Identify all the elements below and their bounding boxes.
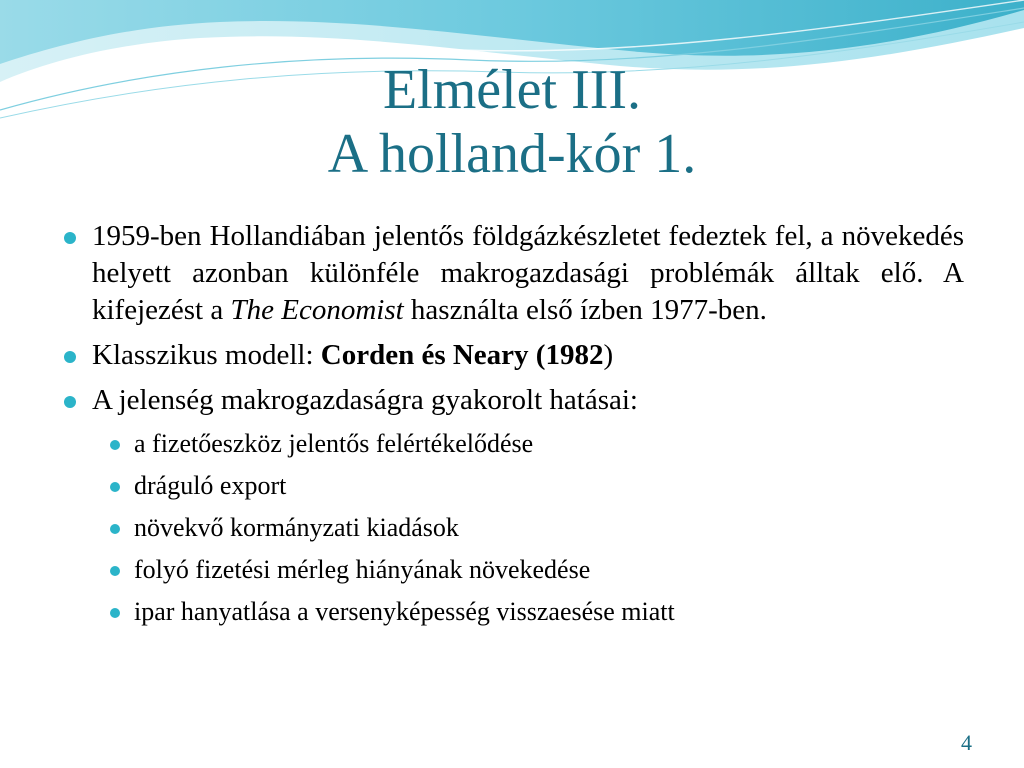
- sub-bullet-item: [60, 553, 964, 587]
- bullet-dot-icon: [64, 396, 76, 408]
- sub-bullet-list: [60, 427, 964, 629]
- sub-bullet-item: [60, 595, 964, 629]
- sub-bullet-dot-icon: [110, 440, 120, 450]
- bullet-text-end: használta első ízben 1977-ben.: [403, 294, 767, 326]
- bullet-item-discovery: [60, 218, 964, 329]
- sub-bullet-dot-icon: [110, 608, 120, 618]
- sub-bullet-text: dráguló export: [134, 471, 287, 500]
- bullet-list: [60, 218, 964, 637]
- bullet-italic-text: The Economist: [230, 294, 404, 326]
- sub-bullet-item: [60, 511, 964, 545]
- slide-title: [0, 58, 1024, 186]
- bullet-text: 1959-ben Hollandiában jelentős földgázkészletet fedeztek fel, a növekedés helyett azonban különféle makrogazdasági problémák álltak elő. A kifejezést a: [92, 220, 964, 326]
- bullet-dot-icon: [64, 351, 76, 363]
- bullet-dot-icon: [64, 232, 76, 244]
- sub-bullet-text: folyó fizetési mérleg hiányának növekedése: [134, 555, 591, 584]
- bullet-suffix: ): [603, 339, 614, 371]
- title-line-1: Elmélet III.: [382, 59, 642, 121]
- bullet-text: A jelenség makrogazdaságra gyakorolt hatásai:: [92, 384, 638, 416]
- sub-bullet-item: [60, 427, 964, 461]
- sub-bullet-text: növekvő kormányzati kiadások: [134, 513, 459, 542]
- page-number: 4: [961, 730, 972, 755]
- sub-bullet-text: ipar hanyatlása a versenyképesség visszaesése miatt: [134, 597, 675, 626]
- sub-bullet-dot-icon: [110, 524, 120, 534]
- sub-bullet-dot-icon: [110, 566, 120, 576]
- title-line-2: A holland-kór 1.: [327, 123, 697, 185]
- bullet-bold-text: Corden és Neary (1982: [320, 339, 604, 371]
- bullet-item-effects: [60, 382, 964, 419]
- sub-bullet-item: [60, 469, 964, 503]
- bullet-item-classic-model: [60, 337, 964, 374]
- bullet-prefix: Klasszikus modell:: [92, 339, 321, 371]
- sub-bullet-text: a fizetőeszköz jelentős felértékelődése: [134, 429, 534, 458]
- sub-bullet-dot-icon: [110, 482, 120, 492]
